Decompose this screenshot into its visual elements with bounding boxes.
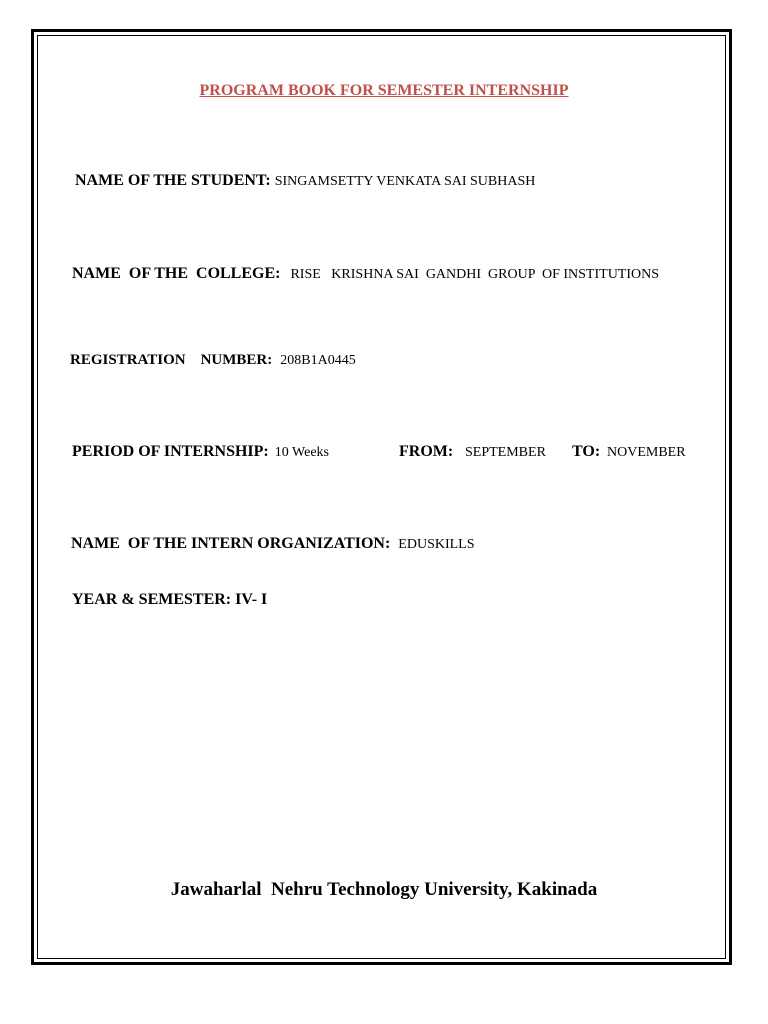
student-name-row <box>75 172 535 190</box>
period-value: 10 Weeks <box>274 445 329 460</box>
year-semester-label: YEAR & SEMESTER: IV- I <box>72 591 268 608</box>
student-name-value: SINGAMSETTY VENKATA SAI SUBHASH <box>274 174 536 189</box>
year-semester-row <box>72 591 267 609</box>
organization-label: NAME OF THE INTERN ORGANIZATION: <box>71 535 391 552</box>
registration-value: 208B1A0445 <box>280 353 356 368</box>
period-label: PERIOD OF INTERNSHIP: <box>72 443 269 460</box>
registration-row <box>70 351 356 369</box>
to-label: TO: <box>572 443 601 460</box>
college-name-row <box>72 265 659 283</box>
period-row <box>72 443 712 461</box>
from-label: FROM: <box>399 443 454 460</box>
from-value: SEPTEMBER <box>465 445 546 460</box>
to-value: NOVEMBER <box>607 445 686 460</box>
registration-label: REGISTRATION NUMBER: <box>70 352 273 368</box>
college-name-label: NAME OF THE COLLEGE: <box>72 265 281 282</box>
organization-value: EDUSKILLS <box>398 537 475 552</box>
university-name: Jawaharlal Nehru Technology University, Kakinada <box>170 879 598 900</box>
college-name-value: RISE KRISHNA SAI GANDHI GROUP OF INSTITUTIONS <box>290 267 660 282</box>
document-title: PROGRAM BOOK FOR SEMESTER INTERNSHIP <box>199 82 569 99</box>
student-name-label: NAME OF THE STUDENT: <box>75 172 271 189</box>
organization-row <box>71 535 475 553</box>
